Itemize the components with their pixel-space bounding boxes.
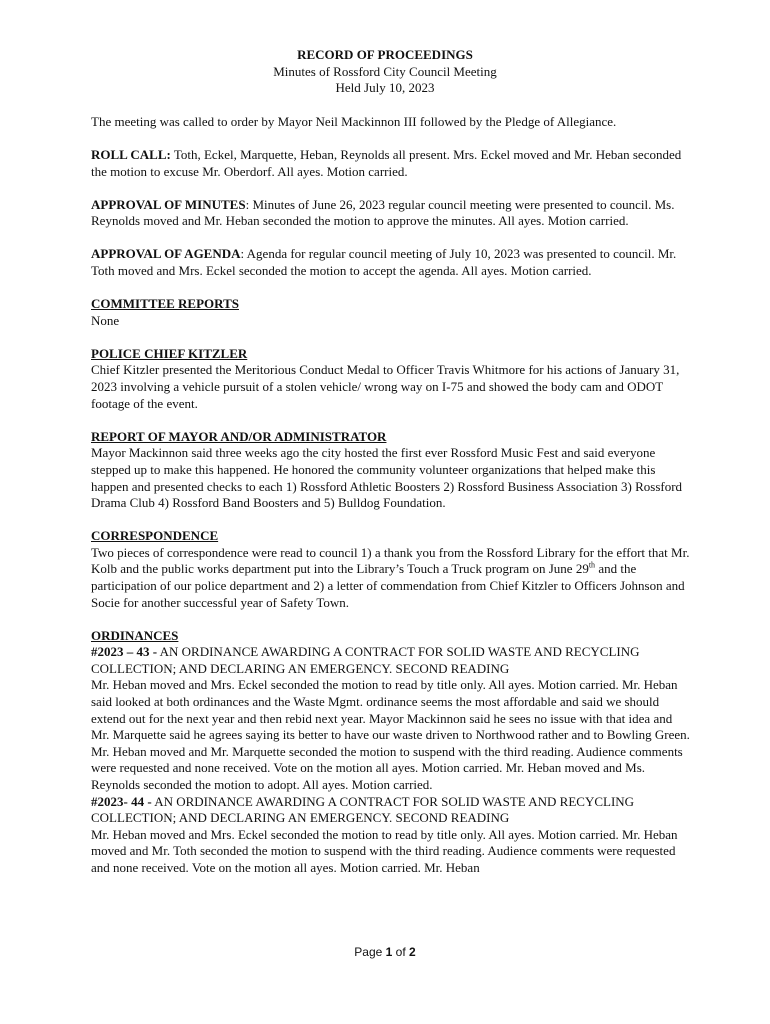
mayor-report-heading: REPORT OF MAYOR AND/OR ADMINISTRATOR — [91, 428, 387, 444]
ordinance-number: #2023- 44 - — [91, 793, 152, 809]
page-footer — [0, 944, 770, 961]
committee-reports-heading: COMMITTEE REPORTS — [91, 296, 239, 312]
document-subtitle: Minutes of Rossford City Council Meeting — [273, 63, 497, 79]
ordinances-heading: ORDINANCES — [91, 627, 179, 643]
ordinance-title-text: AN ORDINANCE AWARDING A CONTRACT FOR SOLID WASTE AND RECYCLING COLLECTION; AND DECLARING AN EMERGENCY. SECOND READING — [91, 793, 635, 826]
correspondence-section — [91, 528, 691, 611]
ordinance-text: Mr. Heban moved and Mrs. Eckel seconded the motion to read by title only. All ayes. Motion carried. Mr. Heban moved and Mr. Toth seconded the motion to suspend with the third reading. Audience comments were requested and none received. Vote on the motion all ayes. Motion carried. Mr. Heban — [91, 826, 678, 875]
committee-reports-section — [91, 296, 691, 329]
approval-minutes-section — [91, 197, 691, 230]
ordinance-number: #2023 – 43 - — [91, 644, 158, 660]
roll-call-section — [91, 147, 691, 180]
approval-minutes-text: : Minutes of June 26, 2023 regular council meeting were presented to council. Ms. Reynolds moved and Mr. Heban seconded the motion to approve the minutes. All ayes. Motion carried. — [91, 196, 675, 229]
ordinal-suffix: th — [588, 561, 596, 571]
ordinance-title-text: AN ORDINANCE AWARDING A CONTRACT FOR SOLID WASTE AND RECYCLING COLLECTION; AND DECLARING AN EMERGENCY. SECOND READING — [91, 644, 640, 676]
police-chief-heading: POLICE CHIEF KITZLER — [91, 345, 248, 361]
police-chief-section — [91, 346, 691, 412]
correspondence-text — [91, 545, 691, 611]
ordinance-text: Mr. Heban moved and Mrs. Eckel seconded the motion to read by title only. All ayes. Motion carried. Mr. Heban said looked at both ordinances and the Waste Mgmt. ordinance seems the most affordable and said we should extend out for the next year and then rebid next year. Mayor Mackinnon said he sees no issue with that idea and Mr. Marquette said he agrees saying its better to have our waste driven to Northwood rather and to Bowling Green. Mr. Heban moved and Mr. Marquette seconded the motion to suspend with the third reading. Audience comments were requested and none received. Vote on the motion all ayes. Motion carried. Mr. Heban moved and Ms. Reynolds seconded the motion to adopt. All ayes. Motion carried. — [91, 677, 690, 792]
document-title: RECORD OF PROCEEDINGS — [297, 47, 473, 62]
total-pages: 2 — [409, 945, 416, 959]
approval-agenda-text: : Agenda for regular council meeting of July 10, 2023 was presented to council. Mr. Toth moved and Mrs. Eckel seconded the motion to accept the agenda. All ayes. Motion carried. — [91, 246, 677, 279]
roll-call-text: Toth, Eckel, Marquette, Heban, Reynolds all present. Mrs. Eckel moved and Mr. Heban seconded the motion to excuse Mr. Oberdorf. All ayes. Motion carried. — [91, 147, 682, 179]
mayor-report-text: Mayor Mackinnon said three weeks ago the city hosted the first ever Rossford Music Fest and said everyone stepped up to make this happened. He honored the community volunteer organizations that helped make this happen and presented checks to each 1) Rossford Athletic Boosters 2) Rossford Business Association 3) Rossford Drama Club 4) Rossford Band Boosters and 5) Bulldog Foundation. — [91, 445, 683, 511]
correspondence-text-b: and the participation of our police department and 2) a letter of commendation from Chief Kitzler to Officers Johnson and Socie for another successful year of Safety Town. — [91, 561, 685, 610]
document-header — [0, 47, 770, 97]
approval-agenda-label: APPROVAL OF AGENDA — [91, 246, 241, 262]
approval-minutes-label: APPROVAL OF MINUTES — [91, 196, 246, 212]
opening-paragraph: The meeting was called to order by Mayor Neil Mackinnon III followed by the Pledge of Allegiance. — [91, 114, 617, 129]
page-prefix: Page — [354, 945, 386, 959]
current-page-number: 1 — [385, 945, 393, 959]
police-chief-text: Chief Kitzler presented the Meritorious Conduct Medal to Officer Travis Whitmore for his actions of January 31, 2023 involving a vehicle pursuit of a stolen vehicle/ wrong way on I-75 and showed the body cam and ODOT footage of the event. — [91, 362, 680, 411]
roll-call-label: ROLL CALL: — [91, 147, 171, 163]
ordinance-item — [91, 644, 691, 793]
correspondence-heading: CORRESPONDENCE — [91, 528, 219, 544]
committee-reports-text: None — [91, 312, 120, 328]
ordinance-title — [91, 794, 691, 827]
correspondence-text-a: Two pieces of correspondence were read to council 1) a thank you from the Rossford Library for the effort that Mr. Kolb and the public works department put into the Library’s Touch a Truck program on June 29 — [91, 544, 690, 577]
mayor-report-section — [91, 429, 691, 512]
document-body — [91, 114, 691, 877]
ordinance-title — [91, 644, 691, 677]
ordinance-item — [91, 794, 691, 877]
meeting-date: Held July 10, 2023 — [335, 80, 435, 95]
ordinances-section — [91, 628, 691, 877]
page-of: of — [392, 945, 410, 959]
approval-agenda-section — [91, 246, 691, 279]
